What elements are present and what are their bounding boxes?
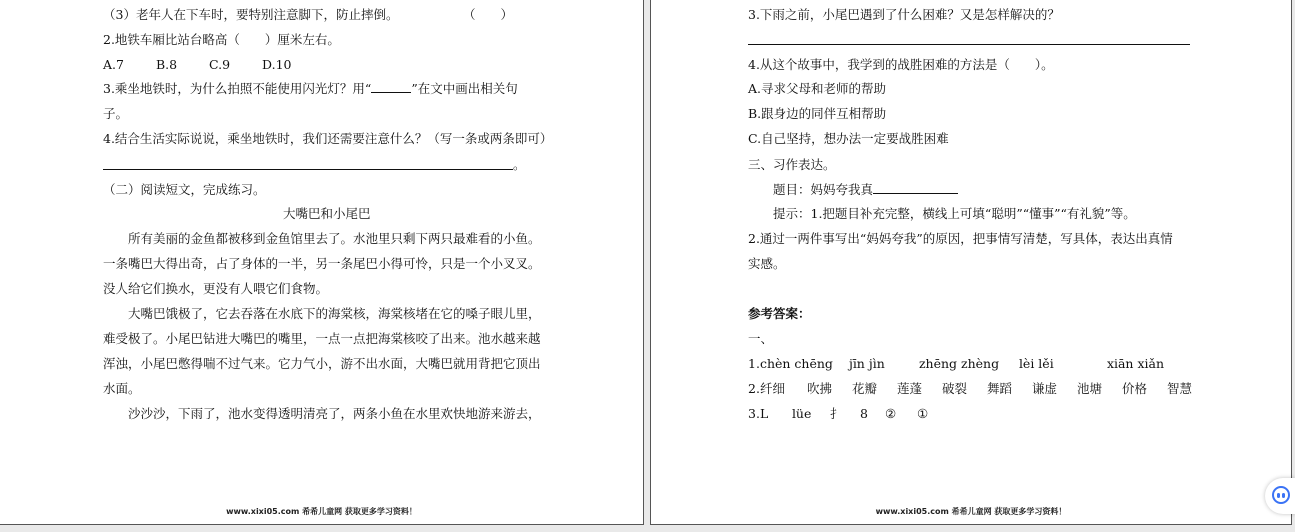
essay-requirement-line-1: 2.通过一两件事写出“妈妈夸我”的原因，把事情写清楚，写具体，表达出真情 [748, 231, 1173, 246]
question-3-sub: （3）老年人在下车时，要特别注意脚下，防止摔倒。 [103, 7, 399, 22]
right-page [650, 0, 1292, 525]
answer-item: 智慧 [1166, 381, 1192, 396]
answer-item: lèi lěi [1018, 356, 1054, 371]
answers-title: 参考答案： [748, 306, 811, 321]
story-paragraph-1-line-3: 没人给它们换水，更没有人喂它们食物。 [103, 281, 329, 296]
option-d: D.10 [262, 57, 292, 72]
story-paragraph-1-line-1: 所有美丽的金鱼都被移到金鱼馆里去了。水池里只剩下两只最难看的小鱼。 [128, 231, 541, 246]
answer-item: L [759, 406, 769, 421]
question-3: 3.下雨之前，小尾巴遇到了什么困难？又是怎样解决的？ [748, 7, 1060, 22]
answer-item: 纤细 [759, 381, 785, 396]
story-paragraph-1-line-2: 一条嘴巴大得出奇，占了身体的一半，另一条尾巴小得可怜，只是一个小叉叉。 [103, 256, 541, 271]
question-4: 4.结合生活实际说说，乘坐地铁时，我们还需要注意什么？（写一条或两条即可） [103, 131, 553, 146]
section-heading-3: 三、习作表达。 [748, 157, 836, 172]
answer-item: 花瓣 [851, 381, 877, 396]
option-a: A.寻求父母和老师的帮助 [748, 81, 887, 96]
answer-item: zhēng zhèng [918, 356, 1000, 371]
answers-section-1: 一、 [748, 331, 774, 346]
topic-blank [873, 182, 958, 194]
answer-item: 池塘 [1076, 381, 1102, 396]
answer-item: 莲蓬 [896, 381, 922, 396]
answer-label: 3. [748, 406, 760, 421]
essay-topic: 题目：妈妈夸我真 [773, 182, 958, 198]
page-footer: www.xixi05.com 希希儿童网 获取更多学习资料！ [226, 507, 417, 516]
essay-requirement-line-2: 实感。 [748, 256, 786, 271]
assistant-button[interactable] [1265, 478, 1295, 514]
answer-item: 破裂 [941, 381, 967, 396]
story-paragraph-2-line-4: 水面。 [103, 381, 141, 396]
answer-3-row [748, 406, 928, 422]
left-page [0, 0, 644, 525]
story-title: 大嘴巴和小尾巴 [283, 206, 371, 221]
question-2: 2.地铁车厢比站台略高（ ）厘米左右。 [103, 32, 340, 47]
section-heading-2: （二）阅读短文，完成练习。 [103, 182, 266, 197]
answer-item: 舞蹈 [986, 381, 1012, 396]
option-b: B.8 [155, 57, 178, 72]
answer-item: jīn jìn [848, 356, 885, 371]
answer-item: 价格 [1121, 381, 1147, 396]
answer-item: xiān xiǎn [1106, 356, 1165, 371]
question-4-end: 。 [513, 157, 526, 172]
question-2-options [103, 57, 292, 73]
question-4: 4.从这个故事中，我学到的战胜困难的方法是（ ）。 [748, 57, 1054, 72]
answer-item: ① [916, 406, 929, 421]
essay-hint: 提示：1.把题目补充完整，横线上可填“聪明”“懂事”“有礼貌”等。 [773, 206, 1136, 221]
answer-item: 扌 [829, 406, 843, 421]
answer-paren: （ ） [463, 7, 514, 22]
answer-item: lüe [791, 406, 812, 421]
assistant-face-icon [1272, 486, 1290, 504]
option-b: B.跟身边的同伴互相帮助 [748, 106, 887, 121]
answer-blank [371, 81, 411, 93]
answer-item: 吹拂 [806, 381, 832, 396]
answer-item: ② [884, 406, 897, 421]
question-3: 3.乘坐地铁时，为什么拍照不能使用闪光灯？用“ ”在文中画出相关句 [103, 81, 518, 96]
option-c: C.自己坚持，想办法一定要战胜困难 [748, 131, 949, 146]
answer-label: 2. [748, 381, 760, 396]
page-footer: www.xixi05.com 希希儿童网 获取更多学习资料！ [875, 507, 1067, 516]
answer-line [103, 169, 513, 170]
answer-label: 1. [748, 356, 760, 371]
answer-1-row [748, 356, 1164, 372]
answer-item: chèn chēng [759, 356, 833, 371]
answer-2-row [748, 381, 1192, 397]
answer-item: 8 [859, 406, 868, 421]
question-3-cont: 子。 [103, 106, 129, 121]
answer-line [748, 44, 1190, 45]
answer-item: 谦虚 [1031, 381, 1057, 396]
option-c: C.9 [209, 57, 231, 72]
story-paragraph-3-line-1: 沙沙沙，下雨了，池水变得透明清亮了，两条小鱼在水里欢快地游来游去， [128, 406, 541, 421]
story-paragraph-2-line-1: 大嘴巴饿极了，它去吞落在水底下的海棠核，海棠核堵在它的嗓子眼儿里， [128, 306, 541, 321]
option-a: A.7 [103, 57, 124, 72]
story-paragraph-2-line-2: 难受极了。小尾巴钻进大嘴巴的嘴里，一点一点把海棠核咬了出来。池水越来越 [103, 331, 541, 346]
story-paragraph-2-line-3: 浑浊，小尾巴憋得喘不过气来。它力气小，游不出水面，大嘴巴就用背把它顶出 [103, 356, 541, 371]
